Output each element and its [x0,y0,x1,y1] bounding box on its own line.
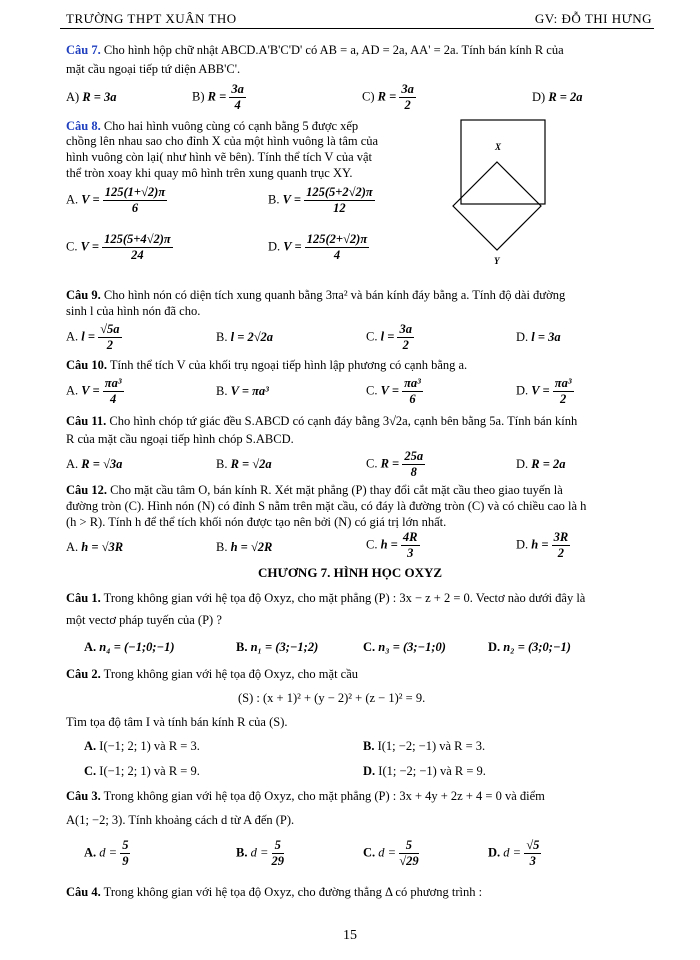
q12-line3: (h > R). Tính h để thể tích khối nón được tạo nên bởi (N) có giá trị lớn nhất. [66,515,447,529]
q7-option-a[interactable]: A) R = 3a [66,90,117,104]
c1-option-a[interactable]: A. n₄ = (−1;0;−1) [84,640,175,654]
q11-option-b[interactable]: B. R = √2a [216,457,272,471]
c1-line2: một vectơ pháp tuyến của (P) ? [66,613,222,627]
x-label: X [495,142,502,152]
q12-option-b[interactable]: B. h = √2R [216,540,273,554]
q12-option-d[interactable]: D. h = $\frac{3R}{2}$ [516,530,569,560]
q7-line1 [66,42,564,58]
q8-option-a[interactable]: A. V = $\frac{125(1+√2)\pi}{6}$ [66,185,166,215]
q8-line2: chồng lên nhau sao cho đỉnh X của một hình vuông là tâm của [66,134,379,148]
q8-line4: thể tròn xoay khi quay mô hình trên xung quanh trục XY. [66,166,353,180]
q8-option-c[interactable]: C. V = $\frac{125(5+4√2)\pi}{24}$ [66,232,171,262]
page-header [60,10,654,29]
q7-label: Câu 7. [66,43,101,57]
c2-option-a[interactable]: A. I(−1; 2; 1) và R = 3. [84,739,200,753]
c2-option-d[interactable]: D. I(1; −2; −1) và R = 9. [363,764,486,778]
c1-option-c[interactable]: C. n₃ = (3;−1;0) [363,640,446,654]
school-name: TRƯỜNG THPT XUÂN THO [66,11,237,26]
c1-option-d[interactable]: D. n₂ = (3;0;−1) [488,640,571,654]
c3-line1: Câu 3. Trong không gian với hệ tọa độ Oxyz, cho mặt phẳng (P) : 3x + 4y + 2z + 4 = 0 và điểm [66,789,545,803]
q10-option-d[interactable]: D. V = $\frac{\text{πa³}}{2}$ [516,376,572,406]
q11-option-d[interactable]: D. R = 2a [516,457,566,471]
y-label: Y [494,256,500,266]
two-squares-figure [445,118,555,268]
c4-line1: Câu 4. Trong không gian với hệ tọa độ Oxyz, cho đường thẳng Δ có phương trình : [66,885,483,899]
q9-option-b[interactable]: B. l = 2√2a [216,330,274,344]
q8-label: Câu 8. [66,119,101,133]
c2-equation: (S) : (x + 1)² + (y − 2)² + (z − 1)² = 9. [238,691,426,705]
q7-option-d[interactable]: D) R = 2a [532,90,583,104]
q10-option-b[interactable]: B. V = πa³ [216,384,269,398]
q10-option-c[interactable]: C. V = $\frac{\text{πa³}}{6}$ [366,376,421,406]
upper-square [461,120,545,204]
q11-line2: R của mặt cầu ngoại tiếp hình chóp S.ABCD. [66,432,294,446]
c2-line2: Tìm tọa độ tâm I và tính bán kính R của (S). [66,715,288,729]
q8-option-d[interactable]: D. V = $\frac{125(2+√2)\pi}{4}$ [268,232,368,262]
c3-option-a[interactable]: A. d = $\frac{5}{9}$ [84,838,129,868]
c3-option-d[interactable]: D. d = $\frac{√5}{3}$ [488,838,540,868]
teacher-name: GV: ĐỖ THI HƯNG [534,11,652,26]
q12-option-c[interactable]: C. h = $\frac{4R}{3}$ [366,530,418,560]
q12-line2: đường tròn (C). Hình nón (N) có đỉnh S nằm trên mặt cầu, có đáy là đường tròn (C) và có chiều cao là h [66,499,587,513]
c2-option-c[interactable]: C. I(−1; 2; 1) và R = 9. [84,764,200,778]
q9-line1: Câu 9. Cho hình nón có diện tích xung quanh bằng 3πa² và bán kính đáy bằng a. Tính độ dài đường [66,288,566,302]
c3-option-c[interactable]: C. d = $\frac{5}{√29}$ [363,838,419,868]
c1-line1: Câu 1. Trong không gian với hệ tọa độ Oxyz, cho mặt phẳng (P) : 3x − z + 2 = 0. Vectơ nào dưới đây là [66,591,586,605]
q7-option-b[interactable]: B) R = $\frac{3a}{4}$ [192,82,244,112]
q7-text1: Cho hình hộp chữ nhật ABCD.A'B'C'D' có AB = a, AD = 2a, AA' = 2a. Tính bán kính R của [103,43,564,57]
q9-option-d[interactable]: D. l = 3a [516,330,561,344]
q7-option-c[interactable]: C) R = $\frac{3a}{2}$ [362,82,414,112]
c2-line1: Câu 2. Trong không gian với hệ tọa độ Oxyz, cho mặt cầu [66,667,359,681]
q10-line1: Câu 10. Tính thể tích V của khối trụ ngoại tiếp hình lập phương có cạnh bằng a. [66,358,468,372]
c3-line2: A(1; −2; 3). Tính khoảng cách d từ A đến (P). [66,813,295,827]
q12-option-a[interactable]: A. h = √3R [66,540,124,554]
q11-option-c[interactable]: C. R = $\frac{25a}{8}$ [366,449,424,479]
q11-option-a[interactable]: A. R = √3a [66,457,123,471]
q9-option-c[interactable]: C. l = $\frac{3a}{2}$ [366,322,412,352]
q9-option-a[interactable]: A. l = $\frac{√5a}{2}$ [66,322,120,352]
q11-line1: Câu 11. Cho hình chóp tứ giác đều S.ABCD có cạnh đáy bằng 3√2a, cạnh bên bằng 5a. Tính bán kính [66,414,578,428]
page-number: 15 [343,928,357,943]
q8-line1: Câu 8. Cho hai hình vuông cùng có cạnh bằng 5 được xếp [66,119,359,133]
q9-line2: sinh l của hình nón đã cho. [66,304,201,318]
c3-option-b[interactable]: B. d = $\frac{5}{29}$ [236,838,285,868]
q7-line2: mặt cầu ngoại tiếp tứ diện ABB'C'. [66,62,241,76]
q12-line1: Câu 12. Cho mặt cầu tâm O, bán kính R. Xét mặt phẳng (P) thay đổi cắt mặt cầu theo giao tuyến là [66,483,563,497]
q10-option-a[interactable]: A. V = $\frac{\text{πa³}}{4}$ [66,376,122,406]
c1-option-b[interactable]: B. n₁ = (3;−1;2) [236,640,319,654]
q8-line3: hình vuông còn lại( như hình vẽ bên). Tính thể tích V của vật [66,150,373,164]
c2-option-b[interactable]: B. I(1; −2; −1) và R = 3. [363,739,486,753]
chapter-title: CHƯƠNG 7. HÌNH HỌC OXYZ [257,565,443,580]
q8-option-b[interactable]: B. V = $\frac{125(5+2√2)\pi}{12}$ [268,185,373,215]
rotated-square [453,162,541,250]
